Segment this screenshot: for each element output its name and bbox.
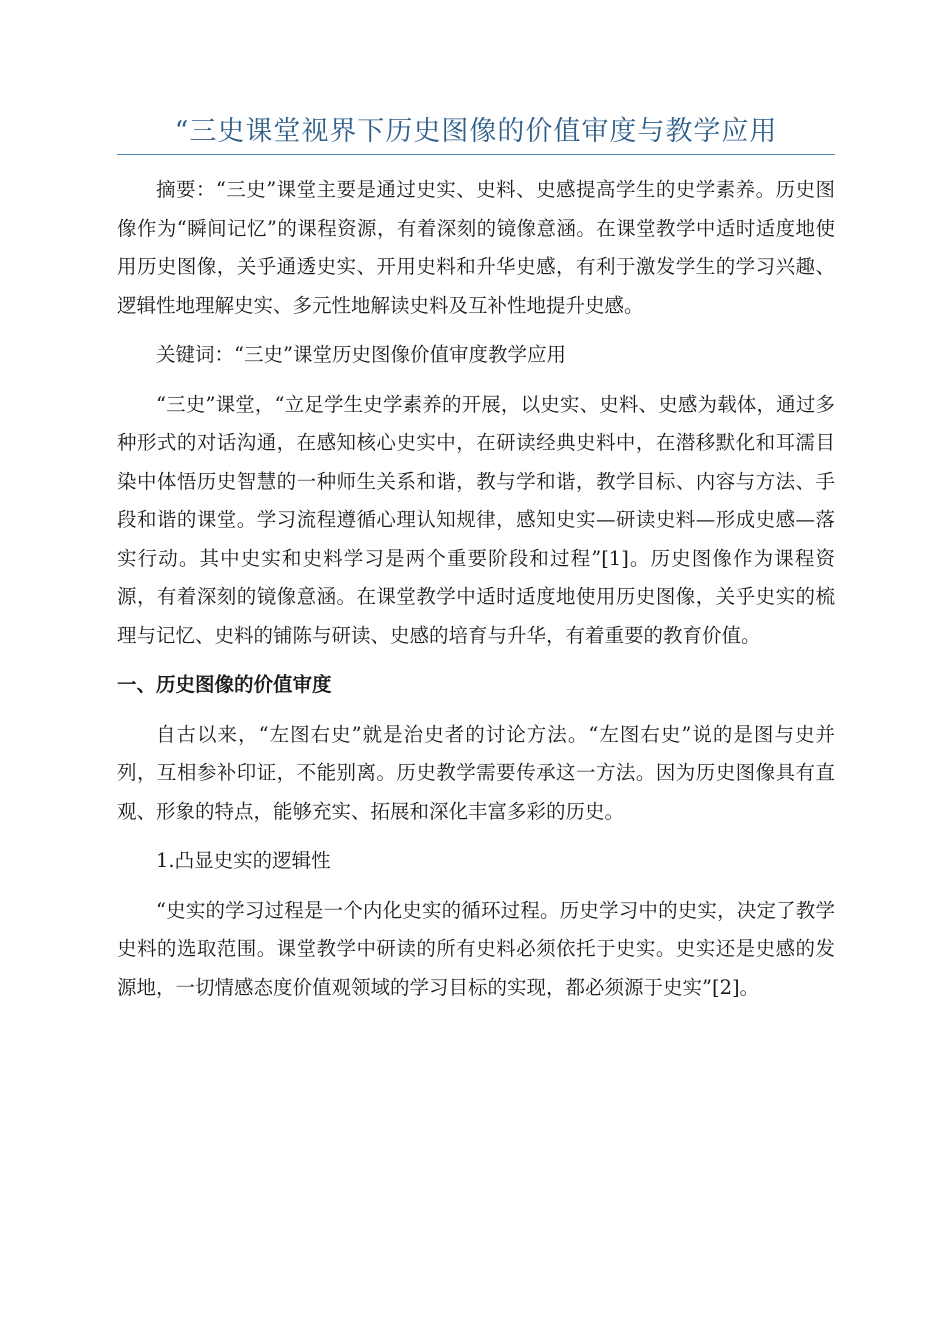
document-body	[117, 171, 835, 1018]
subsection-paragraph: “史实的学习过程是一个内化史实的循环过程。历史学习中的史实，决定了教学史料的选取范围。课堂教学中研读的所有史料必须依托于史实。史实还是史感的发源地，一切情感态度价值观领域的学习目标的实现，都必须源于史实”[2]。	[117, 898, 835, 999]
abstract-paragraph: 摘要：“三史”课堂主要是通过史实、史料、史感提高学生的史学素养。历史图像作为“瞬间记忆”的课程资源，有着深刻的镜像意涵。在课堂教学中适时适度地使用历史图像，关乎通透史实、开用史料和升华史感，有利于激发学生的学习兴趣、逻辑性地理解史实、多元性地解读史料及互补性地提升史感。	[117, 178, 835, 317]
section-heading: 一、历史图像的价值审度	[117, 673, 332, 696]
document-title: “三史课堂视界下历史图像的价值审度与教学应用	[174, 116, 778, 147]
section-paragraph: 自古以来，“左图右史”就是治史者的讨论方法。“左图右史”说的是图与史并列，互相参补印证，不能别离。历史教学需要传承这一方法。因为历史图像具有直观、形象的特点，能够充实、拓展和深化丰富多彩的历史。	[117, 722, 835, 823]
subsection-heading: 1.凸显史实的逻辑性	[156, 849, 331, 872]
title-underline	[117, 154, 835, 155]
keywords-paragraph: 关键词：“三史”课堂历史图像价值审度教学应用	[156, 343, 566, 366]
intro-paragraph: “三史”课堂，“立足学生史学素养的开展，以史实、史料、史感为载体，通过多种形式的对话沟通，在感知核心史实中，在研读经典史料中，在潜移默化和耳濡目染中体悟历史智慧的一种师生关系和谐，教与学和谐，教学目标、内容与方法、手段和谐的课堂。学习流程遵循心理认知规律，感知史实—研读史料—形成史感—落实行动。其中史实和史料学习是两个重要阶段和过程”[1]。历史图像作为课程资源，有着深刻的镜像意涵。在课堂教学中适时适度地使用历史图像，关乎史实的梳理与记忆、史料的铺陈与研读、史感的培育与升华，有着重要的教育价值。	[117, 392, 835, 647]
